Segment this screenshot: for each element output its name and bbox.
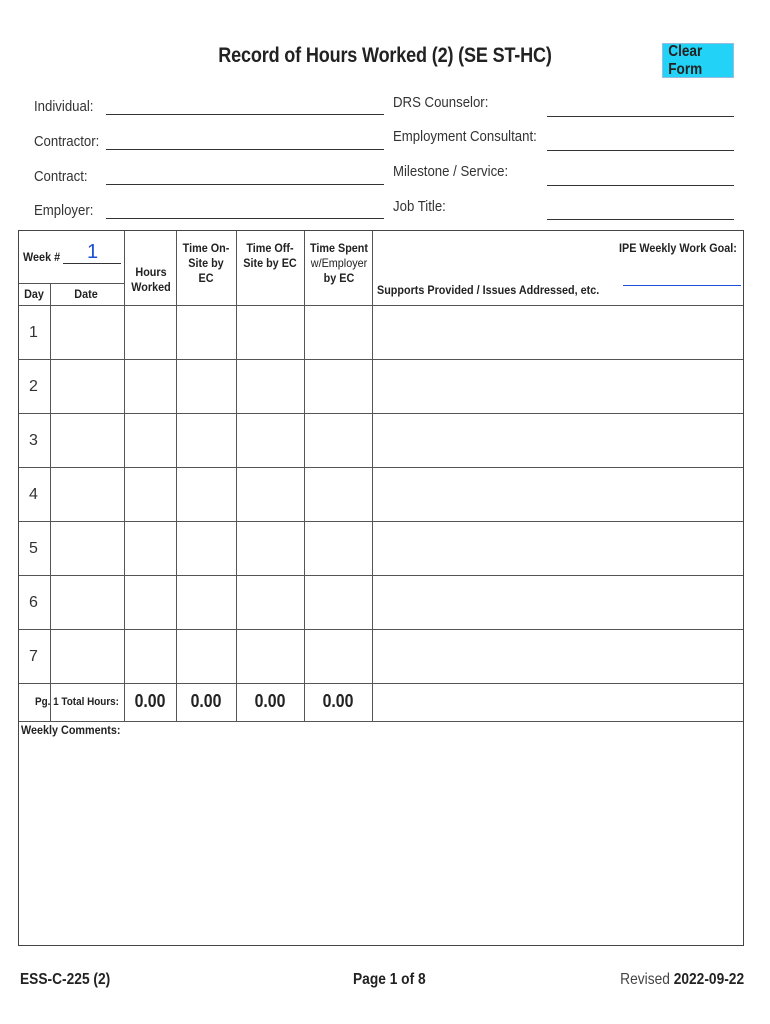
drs-counselor-label: DRS Counselor: (393, 94, 489, 111)
time-employer-line2: w/Employer (310, 256, 368, 270)
day-number: 1 (29, 324, 38, 341)
form-id: ESS-C-225 (2) (20, 971, 111, 988)
page-indicator: Page 1 of 8 (353, 971, 426, 988)
weekly-comments-input[interactable] (19, 739, 743, 945)
row-divider (19, 467, 743, 468)
contractor-input[interactable] (106, 149, 384, 150)
employer-input[interactable] (106, 218, 384, 219)
day-number: 3 (29, 432, 38, 449)
ipe-goal-label: IPE Weekly Work Goal: (619, 241, 737, 255)
total-time-onsite: 0.00 (190, 691, 222, 711)
total-time-employer: 0.00 (322, 691, 354, 711)
row-divider (19, 305, 743, 306)
supports-header: Supports Provided / Issues Addressed, etc. (377, 283, 600, 297)
contract-label: Contract: (34, 168, 88, 185)
day-number: 5 (29, 540, 38, 557)
employment-consultant-input[interactable] (547, 150, 734, 151)
row-divider (19, 283, 124, 284)
revised-value: 2022-09-22 (673, 971, 744, 988)
day-number: 2 (29, 378, 38, 395)
day-header: Day (24, 287, 44, 301)
time-offsite-header: Time Off-Site by EC (243, 241, 297, 270)
time-employer-line1: Time Spent (309, 241, 369, 255)
employment-consultant-label: Employment Consultant: (393, 128, 537, 145)
form-title: Record of Hours Worked (2) (SE ST-HC) (218, 44, 552, 67)
row-divider (19, 521, 743, 522)
day-number: 6 (29, 594, 38, 611)
row-divider (19, 683, 743, 684)
hours-table (18, 230, 744, 946)
hours-worked-header: Hours Worked (131, 265, 171, 294)
clear-form-label: Clear Form (668, 42, 703, 78)
job-title-input[interactable] (547, 219, 734, 220)
time-employer-header (305, 241, 373, 286)
row-divider (19, 629, 743, 630)
week-label: Week # (23, 250, 61, 264)
ipe-goal-input[interactable] (623, 285, 741, 286)
job-title-label: Job Title: (393, 198, 446, 215)
revised-label: Revised (620, 971, 670, 988)
total-hours-worked: 0.00 (134, 691, 166, 711)
week-value: 1 (87, 241, 99, 263)
row-divider (19, 721, 743, 722)
milestone-service-input[interactable] (547, 185, 734, 186)
individual-input[interactable] (106, 114, 384, 115)
day-number: 4 (29, 486, 38, 503)
row-divider (19, 413, 743, 414)
date-header: Date (74, 287, 98, 301)
revised-date (620, 971, 744, 989)
employer-label: Employer: (34, 202, 94, 219)
total-hours-label: Pg. 1 Total Hours: (35, 696, 119, 708)
contractor-label: Contractor: (34, 133, 100, 150)
row-divider (19, 359, 743, 360)
row-divider (19, 575, 743, 576)
time-onsite-header: Time On-Site by EC (182, 241, 230, 285)
weekly-comments-label: Weekly Comments: (21, 723, 121, 737)
drs-counselor-input[interactable] (547, 116, 734, 117)
time-employer-line3: by EC (323, 271, 355, 285)
individual-label: Individual: (34, 98, 94, 115)
contract-input[interactable] (106, 184, 384, 185)
week-input[interactable] (63, 241, 121, 264)
milestone-service-label: Milestone / Service: (393, 163, 509, 180)
day-number: 7 (29, 648, 38, 665)
clear-form-button[interactable] (662, 43, 734, 78)
col-divider (50, 283, 51, 721)
total-time-offsite: 0.00 (254, 691, 286, 711)
